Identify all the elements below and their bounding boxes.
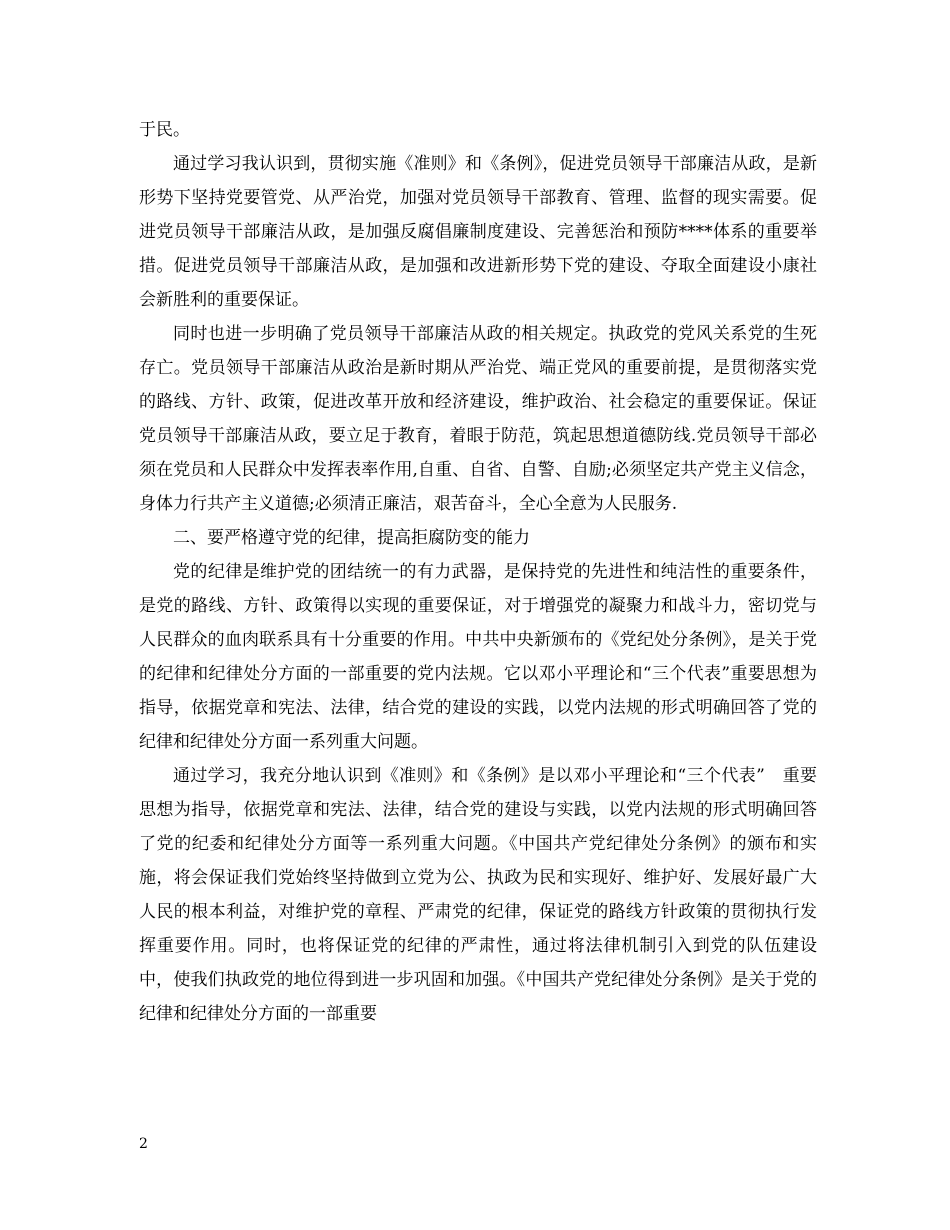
document-body	[139, 113, 817, 1031]
paragraph-study-understanding: 通过学习我认识到，贯彻实施《准则》和《条例》，促进党员领导干部廉洁从政，是新形势下坚持党要管党、从严治党，加强对党员领导干部教育、管理、监督的现实需要。促进党员领导干部廉洁从政，是加强反腐倡廉制度建设、完善惩治和预防****体系的重要举措。促进党员领导干部廉洁从政，是加强和改进新形势下党的建设、夺取全面建设小康社会新胜利的重要保证。	[139, 154, 817, 310]
page-number: 2	[139, 1136, 148, 1152]
paragraph-clean-governance-rules: 同时也进一步明确了党员领导干部廉洁从政的相关规定。执政党的党风关系党的生死存亡。党员领导干部廉洁从政治是新时期从严治党、端正党风的重要前提，是贯彻落实党的路线、方针、政策，促进改革开放和经济建设，维护政治、社会稳定的重要保证。保证党员领导干部廉洁从政，要立足于教育，着眼于防范，筑起思想道德防线.党员领导干部必须在党员和人民群众中发挥表率作用,自重、自省、自警、自励;必须坚定共产党主义信念，身体力行共产主义道德;必须清正廉洁，艰苦奋斗，全心全意为人民服务.	[139, 324, 817, 514]
paragraph-continuation: 于民。	[139, 120, 190, 140]
paragraph-study-regulations: 通过学习，我充分地认识到《准则》和《条例》是以邓小平理论和“三个代表” 重要思想为指导，依据党章和宪法、法律，结合党的建设与实践，以党内法规的形式明确回答了党的纪委和纪律处分方面等一系列重大问题。《中国共产党纪律处分条例》的颁布和实施，将会保证我们党始终坚持做到立党为公、执政为民和实现好、维护好、发展好最广大人民的根本利益，对维护党的章程、严肃党的纪律，保证党的路线方针政策的贯彻执行发挥重要作用。同时，也将保证党的纪律的严肃性，通过将法律机制引入到党的队伍建设中，使我们执政党的地位得到进一步巩固和加强。《中国共产党纪律处分条例》是关于党的纪律和纪律处分方面的一部重要	[139, 766, 817, 1024]
paragraph-party-discipline: 党的纪律是维护党的团结统一的有力武器，是保持党的先进性和纯洁性的重要条件，是党的路线、方针、政策得以实现的重要保证，对于增强党的凝聚力和战斗力，密切党与人民群众的血肉联系具有十分重要的作用。中共中央新颁布的《党纪处分条例》，是关于党的纪律和纪律处分方面的一部重要的党内法规。它以邓小平理论和“三个代表”重要思想为指导，依据党章和宪法、法律，结合党的建设的实践，以党内法规的形式明确回答了党的纪律和纪律处分方面一系列重大问题。	[139, 562, 817, 752]
section-heading-discipline: 二、要严格遵守党的纪律，提高拒腐防变的能力	[173, 528, 530, 548]
